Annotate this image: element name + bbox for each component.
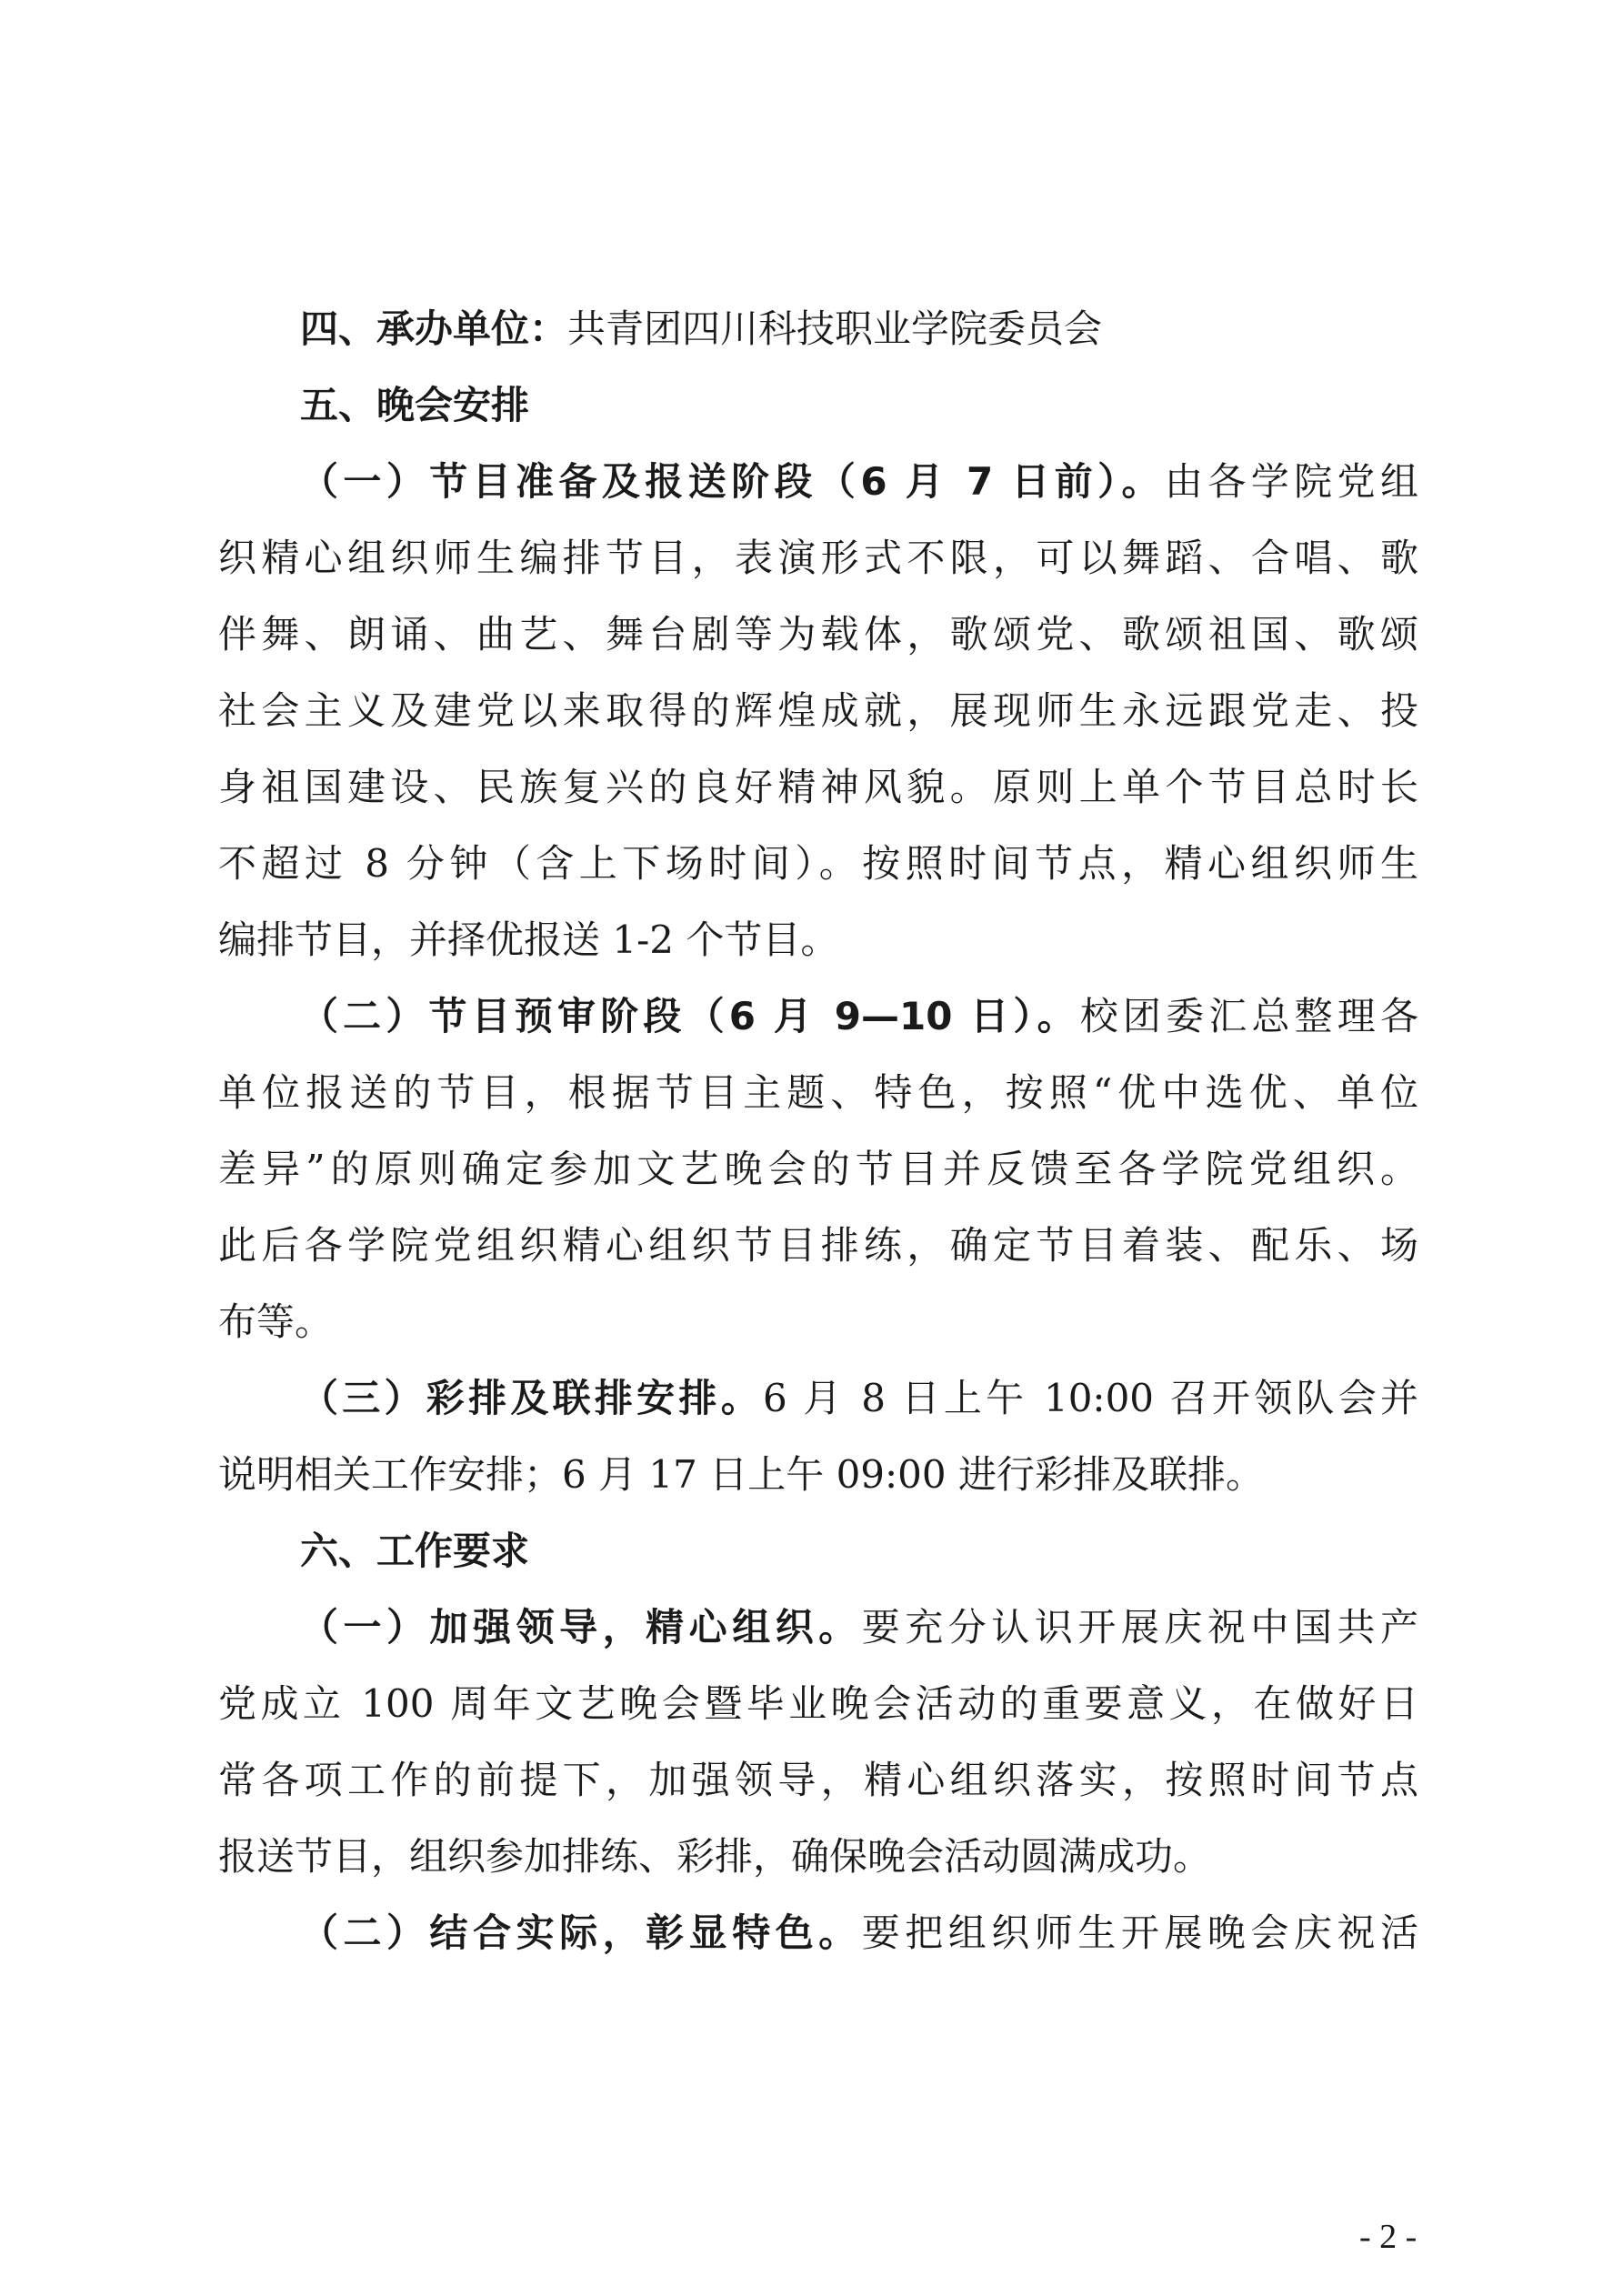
- section-6-item-2-first-line: [300, 1906, 1418, 1960]
- section-5-item-2-first-text: 校团委汇总整理各: [1079, 994, 1418, 1038]
- paragraph-line: 差异”的原则确定参加文艺晚会的节目并反馈至各学院党组织。: [218, 1147, 1418, 1191]
- paragraph-line: 织精心组织师生编排节目，表演形式不限，可以舞蹈、合唱、歌: [218, 536, 1418, 580]
- section-6-item-1-first-line: [300, 1600, 1418, 1655]
- section-5-item-1-label: （一）节目准备及报送阶段（6 月 7 日前）。: [300, 459, 1165, 504]
- paragraph-line: 布等。: [218, 1299, 334, 1344]
- paragraph-line: 党成立 100 周年文艺晚会暨毕业晚会活动的重要意义，在做好日: [218, 1681, 1418, 1726]
- section-6-item-2-label: （二）结合实际，彰显特色。: [300, 1910, 862, 1955]
- paragraph-line: 单位报送的节目，根据节目主题、特色，按照“优中选优、单位: [218, 1070, 1418, 1115]
- paragraph-line: 身祖国建设、民族复兴的良好精神风貌。原则上单个节目总时长: [218, 765, 1418, 809]
- page-number: - 2 -: [1359, 2218, 1418, 2256]
- section-5-item-1-first-line: [300, 455, 1418, 509]
- paragraph-line: 伴舞、朗诵、曲艺、舞台剧等为载体，歌颂党、歌颂祖国、歌颂: [218, 612, 1418, 657]
- section-5-item-1-first-text: 由各学院党组: [1164, 459, 1418, 504]
- paragraph-line: 常各项工作的前提下，加强领导，精心组织落实，按照时间节点: [218, 1758, 1418, 1802]
- paragraph-line: 编排节目，并择优报送 1-2 个节目。: [218, 917, 839, 962]
- section-5-item-2-label: （二）节目预审阶段（6 月 9—10 日）。: [300, 994, 1080, 1038]
- section-5-item-3-first-line: [300, 1371, 1418, 1426]
- section-4-line: [300, 302, 1102, 356]
- paragraph-line: 报送节目，组织参加排练、彩排，确保晚会活动圆满成功。: [218, 1834, 1212, 1879]
- paragraph-line: 说明相关工作安排；6 月 17 日上午 09:00 进行彩排及联排。: [218, 1452, 1264, 1497]
- section-6-item-1-label: （一）加强领导，精心组织。: [300, 1605, 862, 1649]
- paragraph-line: 此后各学院党组织精心组织节目排练，确定节目着装、配乐、场: [218, 1223, 1418, 1268]
- section-6-item-1-first-text: 要充分认识开展庆祝中国共产: [861, 1605, 1418, 1649]
- section-5-item-3-label: （三）彩排及联排安排。: [300, 1376, 763, 1420]
- section-5-item-3-first-text: 6 月 8 日上午 10:00 召开领队会并: [762, 1376, 1418, 1420]
- section-5-item-2-first-line: [300, 989, 1418, 1044]
- section-4-heading: 四、承办单位：: [300, 306, 568, 351]
- paragraph-line: 社会主义及建党以来取得的辉煌成就，展现师生永远跟党走、投: [218, 688, 1418, 733]
- section-6-item-2-first-text: 要把组织师生开展晚会庆祝活: [861, 1910, 1418, 1955]
- section-6-heading: 六、工作要求: [300, 1529, 530, 1573]
- paragraph-line: 不超过 8 分钟（含上下场时间）。按照时间节点，精心组织师生: [218, 841, 1418, 886]
- section-4-text: 共青团四川科技职业学院委员会: [567, 306, 1103, 351]
- section-5-heading: 五、晚会安排: [300, 383, 530, 427]
